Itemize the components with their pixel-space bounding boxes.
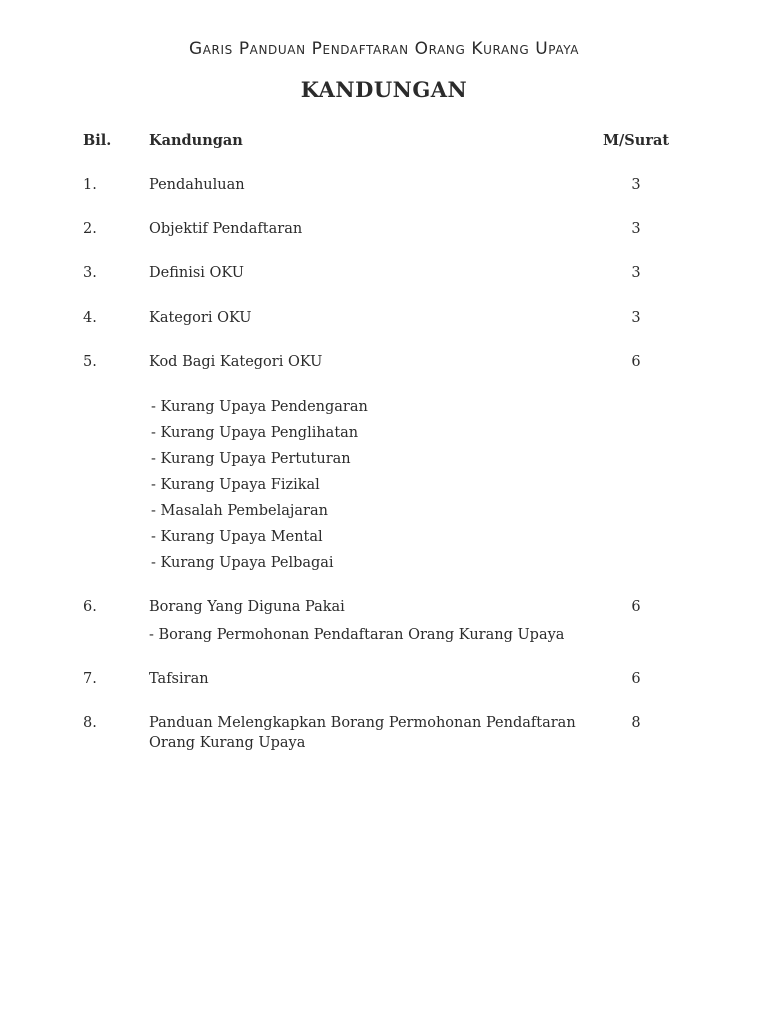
sub-item: - Masalah Pembelajaran [151,503,328,519]
row-page: 3 [631,310,641,326]
row-content: Panduan Melengkapkan Borang Permohonan Pendaftaran [149,715,576,731]
row-page: 6 [631,354,641,370]
row-page: 3 [631,265,641,281]
row-content-continued: Orang Kurang Upaya [149,735,306,751]
row-content: Borang Yang Diguna Pakai [149,599,345,615]
row-page: 3 [631,221,641,237]
document-header: Garis Panduan Pendaftaran Orang Kurang Upaya [188,39,580,59]
column-header-no: Bil. [83,132,112,149]
row-number: 2. [83,221,97,237]
column-header-page: M/Surat [602,132,670,149]
row-content: Kod Bagi Kategori OKU [149,354,323,370]
sub-item: - Kurang Upaya Fizikal [151,477,320,493]
row-content: Objektif Pendaftaran [149,221,303,237]
row-content: Tafsiran [149,671,209,687]
row-number: 1. [83,177,97,193]
row-page: 3 [631,177,641,193]
sub-item: - Kurang Upaya Pertuturan [151,451,351,467]
row-content: Pendahuluan [149,177,245,193]
row-content: Definisi OKU [149,265,244,281]
row-number: 7. [83,671,97,687]
row-number: 6. [83,599,97,615]
page-title: KANDUNGAN [300,77,468,102]
row-number: 8. [83,715,97,731]
row-number: 4. [83,310,97,326]
row-page: 6 [631,599,641,615]
sub-item: - Kurang Upaya Penglihatan [151,425,359,441]
sub-item: - Borang Permohonan Pendaftaran Orang Kurang Upaya [149,627,565,643]
sub-item: - Kurang Upaya Pendengaran [151,399,368,415]
row-page: 8 [631,715,641,731]
row-page: 6 [631,671,641,687]
row-content: Kategori OKU [149,310,252,326]
row-number: 5. [83,354,97,370]
column-header-content: Kandungan [149,132,243,149]
row-number: 3. [83,265,97,281]
sub-item: - Kurang Upaya Mental [151,529,323,545]
sub-item: - Kurang Upaya Pelbagai [151,555,334,571]
